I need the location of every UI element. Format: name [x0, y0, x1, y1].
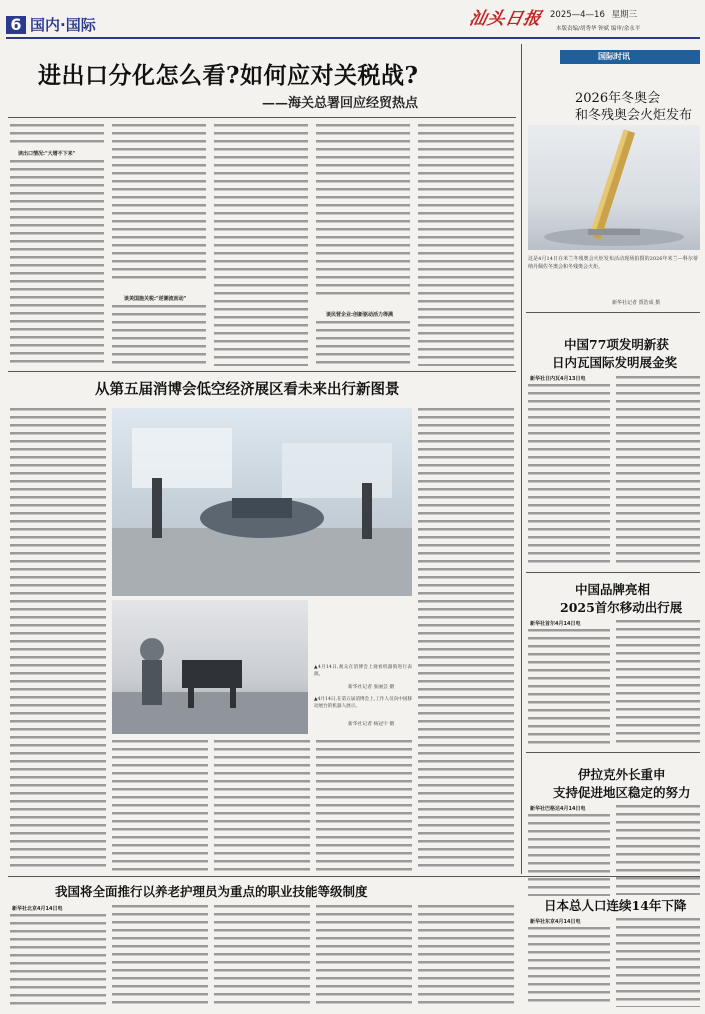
story4-dateline: 新华社巴格达4月14日电 [530, 806, 586, 812]
right-col-rule-2 [526, 572, 700, 573]
editor-credits: 本版责编/胡秀华 钟斌 编审/余永平 [556, 26, 641, 32]
weekday: 星期三 [611, 10, 638, 20]
story3-text-col-1 [528, 629, 610, 749]
date-value: 2025—4—16 [550, 10, 605, 20]
section-name: 国内·国际 [30, 16, 96, 34]
story3-dateline: 新华社首尔4月14日电 [530, 621, 581, 627]
story6-headline: 日本总人口连续14年下降 [544, 898, 687, 913]
lead-text-col-1a [10, 124, 104, 148]
feature-photo-1 [112, 408, 412, 596]
feature-illustration-2 [112, 600, 308, 734]
intl-column-banner [560, 50, 700, 64]
lead-subhead-3: 谈民营企业:创新驱动活力得满 [326, 312, 394, 318]
lead-subtitle: ——海关总署回应经贸热点 [262, 96, 419, 111]
lead-text-col-2a [112, 124, 206, 284]
story5-text-col-2 [112, 905, 208, 1008]
story4-text-col-1 [528, 814, 610, 896]
lead-divider [8, 117, 516, 118]
lead-text-col-4a [316, 124, 410, 300]
feature-illustration-1 [112, 408, 412, 596]
torch-illustration [528, 125, 700, 250]
torch-photo [528, 125, 700, 250]
torch-byline: 新华社记者 贾浩成 摄 [612, 300, 661, 306]
lead-headline: 进出口分化怎么看?如何应对关税战? [38, 62, 419, 89]
feature-byline-2: 新华社记者 杨冠宇 摄 [348, 722, 395, 727]
feature-byline-1: 新华社记者 张丽芸 摄 [348, 685, 395, 690]
feature-text-col-4 [316, 740, 412, 872]
story2-dateline: 新华社日内瓦4月13日电 [530, 376, 586, 382]
center-vertical-rule [521, 44, 522, 874]
lead-text-col-3 [214, 124, 308, 366]
story2-title-1: 中国77项发明新获 [564, 337, 669, 352]
issue-date [550, 8, 637, 20]
story6-text-col-2 [616, 918, 700, 1007]
story3-text-col-2 [616, 620, 700, 748]
story2-title-2: 日内瓦国际发明展金奖 [552, 355, 678, 370]
story2-text-col-1 [528, 384, 610, 568]
story5-text-col-4 [316, 905, 412, 1008]
story6-dateline: 新华社东京4月14日电 [530, 919, 581, 925]
feature-photo-2 [112, 600, 308, 734]
lead-subhead-2: 谈美国施关税:"逆潮流而动" [124, 296, 187, 302]
lead-subhead-1: 读出口情况:"大增不下来" [18, 151, 76, 157]
bottom-section-rule [8, 876, 700, 877]
story3-title-2: 2025首尔移动出行展 [560, 600, 683, 615]
masthead-logo: 汕头日报 [467, 9, 544, 29]
story4-text-col-2 [616, 805, 700, 895]
story5-text-col-1 [10, 914, 106, 1008]
story5-text-col-5 [418, 905, 514, 1008]
intl-column-title-2: 和冬残奥会火炬发布 [575, 108, 693, 123]
torch-caption: 这是4月14日在米兰冬残奥会火炬发布活动现场拍摄的2026年米兰—科尔蒂纳丹佩佐冬奥会和冬残奥会火炬。 [528, 256, 698, 270]
story5-headline: 我国将全面推行以养老护理员为重点的职业技能等级制度 [55, 884, 368, 899]
lead-text-col-5 [418, 124, 514, 366]
story4-title-1: 伊拉克外长重申 [578, 767, 666, 782]
feature-text-col-3 [214, 740, 310, 872]
page-header [0, 0, 705, 40]
intl-column-title-1: 2026年冬奥会 [575, 91, 661, 106]
intl-column-label: 国际时讯 [598, 52, 630, 61]
header-rule [6, 37, 700, 39]
story6-text-col-1 [528, 927, 610, 1007]
page-number: 6 [6, 16, 26, 34]
right-col-rule-3 [526, 752, 700, 753]
story4-title-2: 支持促进地区稳定的努力 [553, 785, 691, 800]
story5-dateline: 新华社北京4月14日电 [12, 906, 63, 912]
feature-text-col-5 [418, 408, 514, 872]
lead-text-col-2b [112, 305, 206, 367]
feature-caption-1: ▲4月14日,观众在消博会上观看机器狗进行表演。 [314, 665, 412, 677]
feature-caption-2: ▲4月14日,在第五届消博会上,工作人员向中国移动展台的机器人展示。 [314, 697, 412, 709]
lead-text-col-1b [10, 160, 104, 366]
feature-text-col-1 [10, 408, 106, 872]
feature-top-rule [8, 371, 516, 372]
story2-text-col-2 [616, 376, 700, 568]
story5-text-col-3 [214, 905, 310, 1008]
right-col-rule-1 [526, 312, 700, 313]
feature-headline: 从第五届消博会低空经济展区看未来出行新图景 [95, 381, 400, 398]
story3-title-1: 中国品牌亮相 [575, 582, 651, 597]
lead-text-col-4b [316, 321, 410, 367]
feature-text-col-2 [112, 740, 208, 872]
